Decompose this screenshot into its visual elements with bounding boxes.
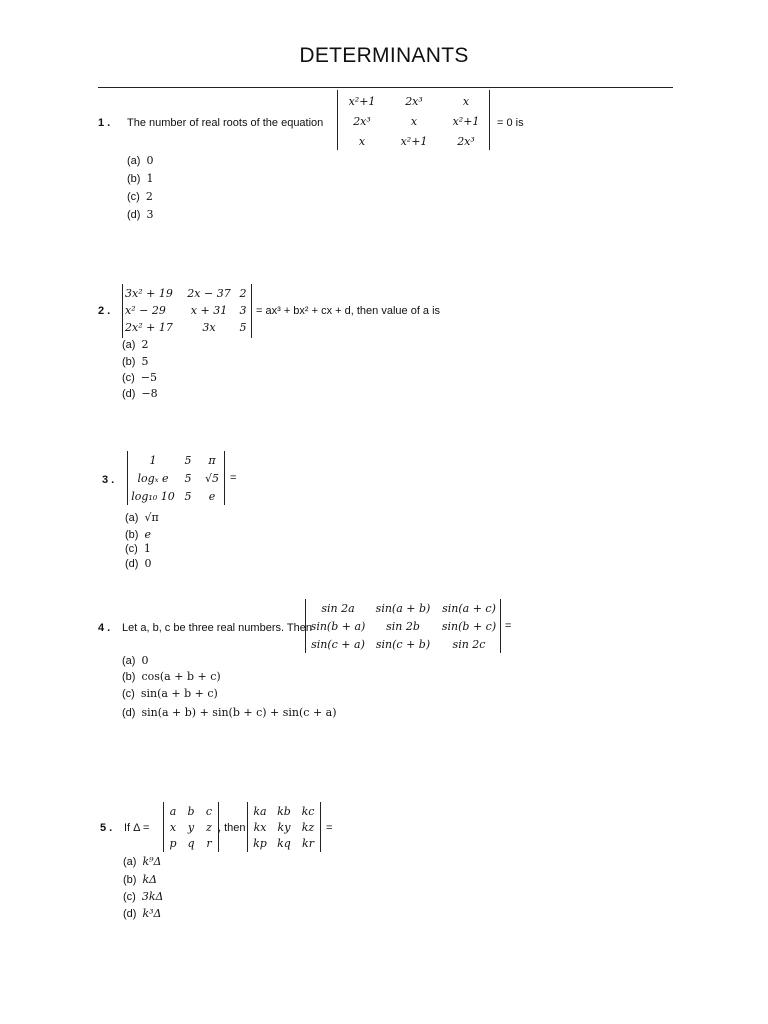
matrix-cell: ky xyxy=(277,821,291,834)
matrix-cell: x xyxy=(462,95,470,108)
question-4-option-a: (a) 0 xyxy=(122,654,149,667)
matrix-cell: sin(a + b) xyxy=(375,602,431,615)
matrix-cell: 1 xyxy=(149,454,157,467)
matrix-cell: kc xyxy=(301,805,315,818)
matrix-cell: a xyxy=(169,805,177,818)
question-5-determinant-b xyxy=(247,802,321,852)
question-4-tail: = xyxy=(505,620,512,632)
matrix-cell: x xyxy=(410,115,418,128)
matrix-cell: sin(b + c) xyxy=(441,620,497,633)
matrix-cell: x + 31 xyxy=(190,304,228,317)
question-5-option-c: (c) 3kΔ xyxy=(123,890,164,903)
matrix-cell: √5 xyxy=(204,472,219,485)
matrix-cell: y xyxy=(187,821,195,834)
matrix-cell: 5 xyxy=(184,454,192,467)
matrix-cell: 3 xyxy=(239,304,247,317)
matrix-cell: p xyxy=(169,837,177,850)
question-3-option-a: (a) √π xyxy=(125,511,159,524)
matrix-cell: π xyxy=(208,454,216,467)
matrix-cell: sin(c + b) xyxy=(375,638,431,651)
question-5-determinant-a xyxy=(163,802,219,852)
matrix-cell: x²+1 xyxy=(348,95,376,108)
matrix-cell: b xyxy=(187,805,195,818)
matrix-cell: sin 2c xyxy=(452,638,486,651)
question-4-determinant xyxy=(305,599,501,653)
question-5-tail: = xyxy=(326,822,333,834)
matrix-cell: kp xyxy=(253,837,267,850)
question-4-text: Let a, b, c be three real numbers. Then xyxy=(122,622,312,634)
matrix-cell: log₁₀ 10 xyxy=(131,490,175,503)
matrix-cell: 5 xyxy=(184,490,192,503)
matrix-cell: sin 2a xyxy=(321,602,355,615)
matrix-cell: 2x − 37 xyxy=(187,287,231,300)
question-4-option-c: (c) sin(a + b + c) xyxy=(122,687,218,700)
matrix-cell: logₓ e xyxy=(137,472,169,485)
question-5-mid: , then xyxy=(218,822,246,834)
question-3-option-d: (d) 0 xyxy=(125,557,152,570)
question-1-determinant xyxy=(337,90,490,150)
matrix-cell: kb xyxy=(277,805,291,818)
question-2-tail: = ax³ + bx² + cx + d, then value of a is xyxy=(256,305,441,317)
matrix-cell: sin(c + a) xyxy=(311,638,365,651)
matrix-cell: ka xyxy=(253,805,267,818)
matrix-cell: 2 xyxy=(239,287,247,300)
matrix-cell: sin 2b xyxy=(386,620,420,633)
question-4-option-d: (d) sin(a + b) + sin(b + c) + sin(c + a) xyxy=(122,706,337,719)
matrix-cell: x xyxy=(358,135,366,148)
matrix-cell: x² − 29 xyxy=(125,304,166,317)
question-1-option-b: (b) 1 xyxy=(127,172,154,185)
matrix-cell: kr xyxy=(302,837,314,850)
question-4-option-b: (b) cos(a + b + c) xyxy=(122,670,221,683)
question-1-tail: = 0 is xyxy=(497,117,524,129)
matrix-cell: 3x xyxy=(202,321,216,334)
matrix-cell: 2x³ xyxy=(353,115,371,128)
question-1-option-c: (c) 2 xyxy=(127,190,153,203)
matrix-cell: 2x² + 17 xyxy=(125,321,173,334)
matrix-cell: q xyxy=(187,837,195,850)
question-1-text: The number of real roots of the equation xyxy=(127,117,324,129)
matrix-cell: 3x² + 19 xyxy=(125,287,173,300)
question-5-option-a: (a) k⁹Δ xyxy=(123,855,162,868)
matrix-cell: 5 xyxy=(239,321,247,334)
question-2-determinant xyxy=(122,284,252,338)
matrix-cell: z xyxy=(206,821,212,834)
question-5-option-b: (b) kΔ xyxy=(123,873,158,886)
title-divider xyxy=(98,87,673,88)
matrix-cell: x²+1 xyxy=(400,135,428,148)
question-4-number: 4 . xyxy=(98,622,111,634)
question-3-determinant xyxy=(127,451,225,505)
matrix-cell: sin(b + a) xyxy=(310,620,366,633)
question-3-option-b: (b) e xyxy=(125,528,151,541)
matrix-cell: kx xyxy=(253,821,267,834)
question-3-tail: = xyxy=(230,472,237,484)
question-3-option-c: (c) 1 xyxy=(125,542,151,555)
question-2-option-d: (d) −8 xyxy=(122,387,158,400)
question-2-option-c: (c) −5 xyxy=(122,371,158,384)
page-title: DETERMINANTS xyxy=(299,44,469,67)
matrix-cell: e xyxy=(208,490,216,503)
matrix-cell: x xyxy=(169,821,177,834)
matrix-cell: 2x³ xyxy=(405,95,423,108)
question-2-number: 2 . xyxy=(98,305,111,317)
matrix-cell: kz xyxy=(301,821,315,834)
question-2-option-b: (b) 5 xyxy=(122,355,149,368)
matrix-cell: c xyxy=(205,805,213,818)
question-5-number: 5 . xyxy=(100,822,113,834)
matrix-cell: 2x³ xyxy=(457,135,475,148)
question-5-option-d: (d) k³Δ xyxy=(123,907,162,920)
matrix-cell: x²+1 xyxy=(452,115,480,128)
question-1-number: 1 . xyxy=(98,117,111,129)
matrix-cell: kq xyxy=(277,837,291,850)
question-2-option-a: (a) 2 xyxy=(122,338,149,351)
matrix-cell: sin(a + c) xyxy=(442,602,496,615)
question-1-option-a: (a) 0 xyxy=(127,154,154,167)
question-5-prefix: If Δ = xyxy=(124,822,150,834)
question-3-number: 3 . xyxy=(102,474,115,486)
question-1-option-d: (d) 3 xyxy=(127,208,154,221)
matrix-cell: r xyxy=(206,837,212,850)
matrix-cell: 5 xyxy=(184,472,192,485)
